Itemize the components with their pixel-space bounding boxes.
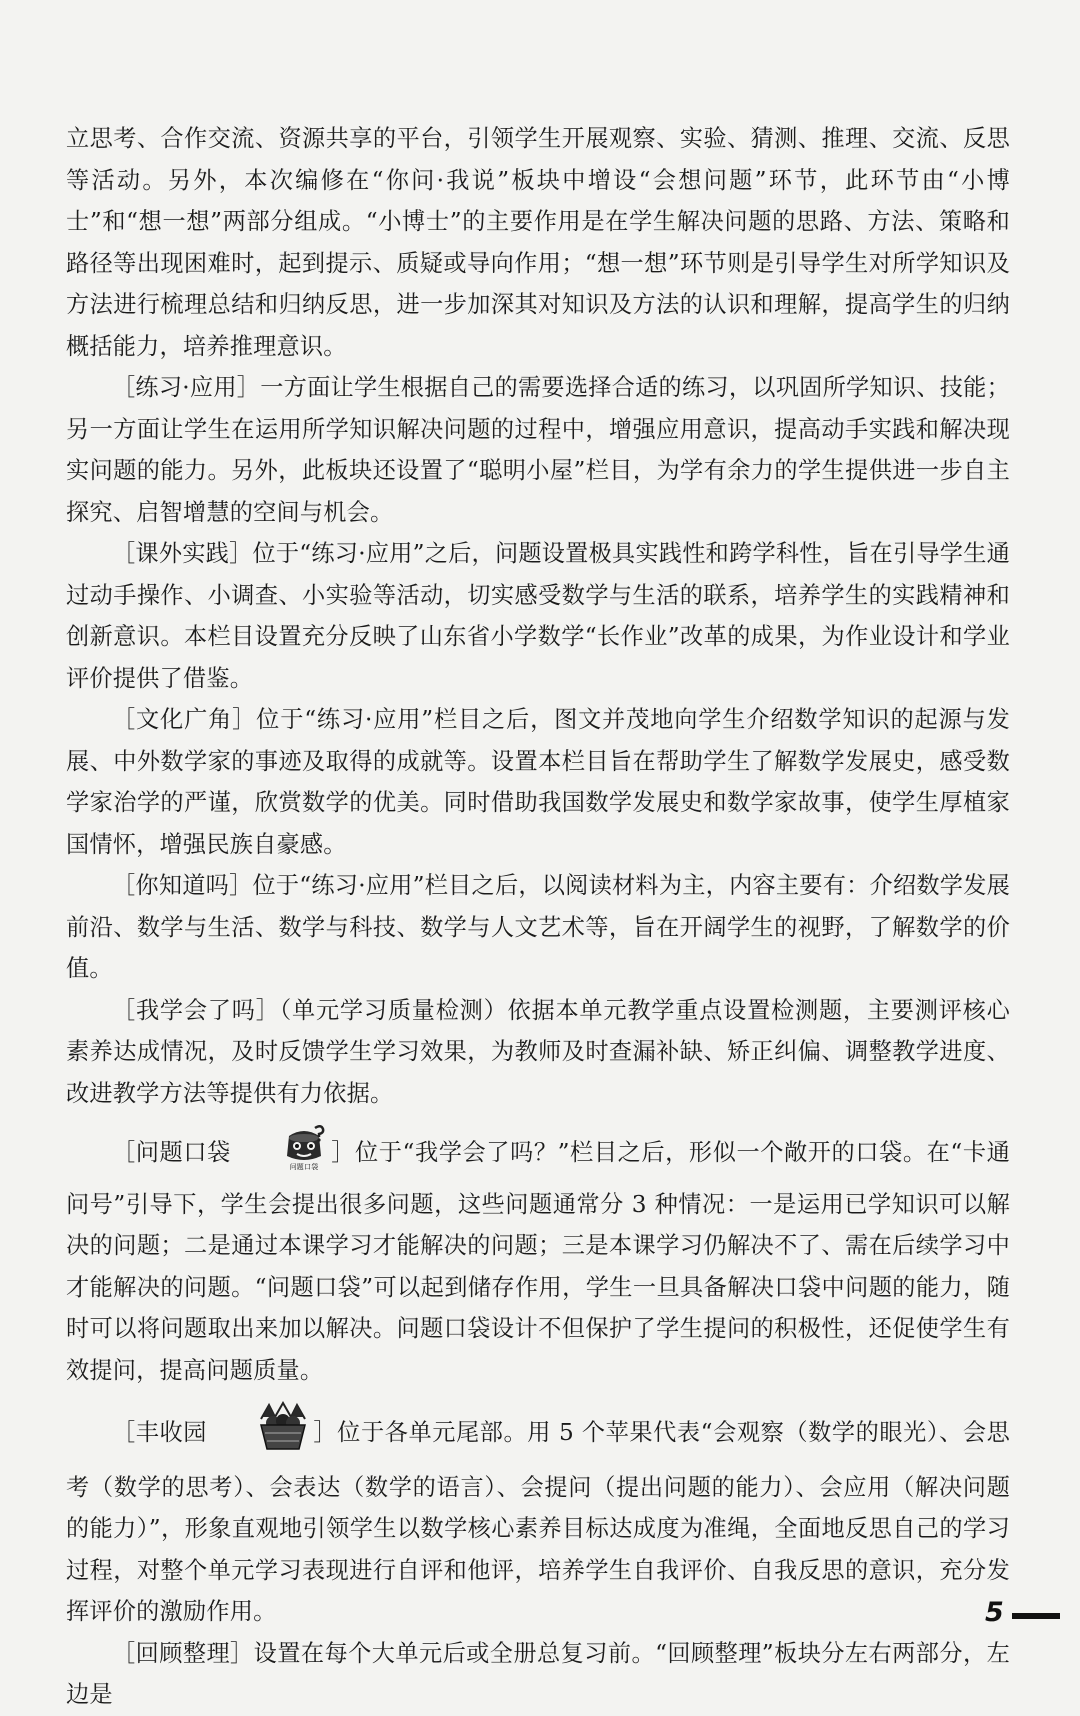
- paragraph-harvest-garden: [66, 1401, 1010, 1633]
- paragraph-did-you-know: ［你知道吗］位于“练习·应用”栏目之后，以阅读材料为主，内容主要有：介绍数学发展前沿、数学与生活、数学与科技、数学与人文艺术等，旨在开阔学生的视野，了解数学的价值。: [66, 872, 1010, 982]
- paragraph-intro-continued: 立思考、合作交流、资源共享的平台，引领学生开展观察、实验、猜测、推理、交流、反思等活动。另外，本次编修在“你问·我说”板块中增设“会想问题”环节，此环节由“小博士”和“想一想”两部分组成。“小博士”的主要作用是在学生解决问题的思路、方法、策略和路径等出现困难时，起到提示、质疑或导向作用；“想一想”环节则是引导学生对所学知识及方法进行梳理总结和归纳反思，进一步加深其对知识及方法的认识和理解，提高学生的归纳概括能力，培养推理意识。: [66, 125, 1010, 360]
- harvest-basket-icon: [209, 1401, 311, 1467]
- paragraph-culture-corner: ［文化广角］位于“练习·应用”栏目之后，图文并茂地向学生介绍数学知识的起源与发展、中外数学家的事迹及取得的成就等。设置本栏目旨在帮助学生了解数学发展史，感受数学家治学的严谨，欣赏数学的优美。同时借助我国数学发展史和数学家故事，使学生厚植家国情怀，增强民族自豪感。: [66, 706, 1010, 858]
- paragraph-extracurricular-practice: ［课外实践］位于“练习·应用”之后，问题设置极具实践性和跨学科性，旨在引导学生通过动手操作、小调查、小实验等活动，切实感受数学与生活的联系，培养学生的实践精神和创新意识。本栏目设置充分反映了山东省小学数学“长作业”改革的成果，为作业设计和学业评价提供了借鉴。: [66, 540, 1010, 692]
- page-footer: [985, 1597, 1060, 1628]
- page-body: [66, 118, 1010, 1716]
- question-pocket-icon: [233, 1124, 329, 1184]
- pocket-text-after: ］位于“我学会了吗？”栏目之后，形似一个敞开的口袋。在“卡通问号”引导下，学生会提出很多问题，这些问题通常分 3 种情况：一是运用已学知识可以解决的问题；二是通过本课学习才能解决的问题；三是本课学习仍解决不了、需在后续学习中才能解决的问题。“问题口袋”可以起到储存作用，学生一旦具备解决口袋中问题的能力，随时可以将问题取出来加以解决。问题口袋设计不但保护了学生提问的积极性，还促使学生有效提问，提高问题质量。: [66, 1138, 1010, 1384]
- pocket-icon-label: 问题口袋: [289, 1163, 319, 1170]
- paragraph-practice-application: ［练习·应用］一方面让学生根据自己的需要选择合适的练习，以巩固所学知识、技能；另一方面让学生在运用所学知识解决问题的过程中，增强应用意识，提高动手实践和解决现实问题的能力。另外，此板块还设置了“聪明小屋”栏目，为学有余力的学生提供进一步自主探究、启智增慧的空间与机会。: [66, 374, 1010, 526]
- paragraph-review-summary: ［回顾整理］设置在每个大单元后或全册总复习前。“回顾整理”板块分左右两部分，左边是: [66, 1639, 1010, 1708]
- pocket-text-before: ［问题口袋: [112, 1138, 231, 1166]
- page-number: 5: [985, 1597, 1004, 1628]
- harvest-text-after: ］位于各单元尾部。用 5 个苹果代表“会观察（数学的眼光）、会思考（数学的思考）、会表达（数学的语言）、会提问（提出问题的能力）、会应用（解决问题的能力）”，形象直观地引领学生以数学核心素养目标达成度为准绳，全面地反思自己的学习过程，对整个单元学习表现进行自评和他评，培养学生自我评价、自我反思的意识，充分发挥评价的激励作用。: [66, 1418, 1010, 1625]
- paragraph-question-pocket: [66, 1124, 1010, 1391]
- page-number-bar: [1012, 1613, 1060, 1619]
- harvest-text-before: ［丰收园: [112, 1418, 208, 1446]
- paragraph-have-i-learned: ［我学会了吗］（单元学习质量检测）依据本单元教学重点设置检测题，主要测评核心素养达成情况，及时反馈学生学习效果，为教师及时查漏补缺、矫正纠偏、调整教学进度、改进教学方法等提供有力依据。: [66, 996, 1010, 1107]
